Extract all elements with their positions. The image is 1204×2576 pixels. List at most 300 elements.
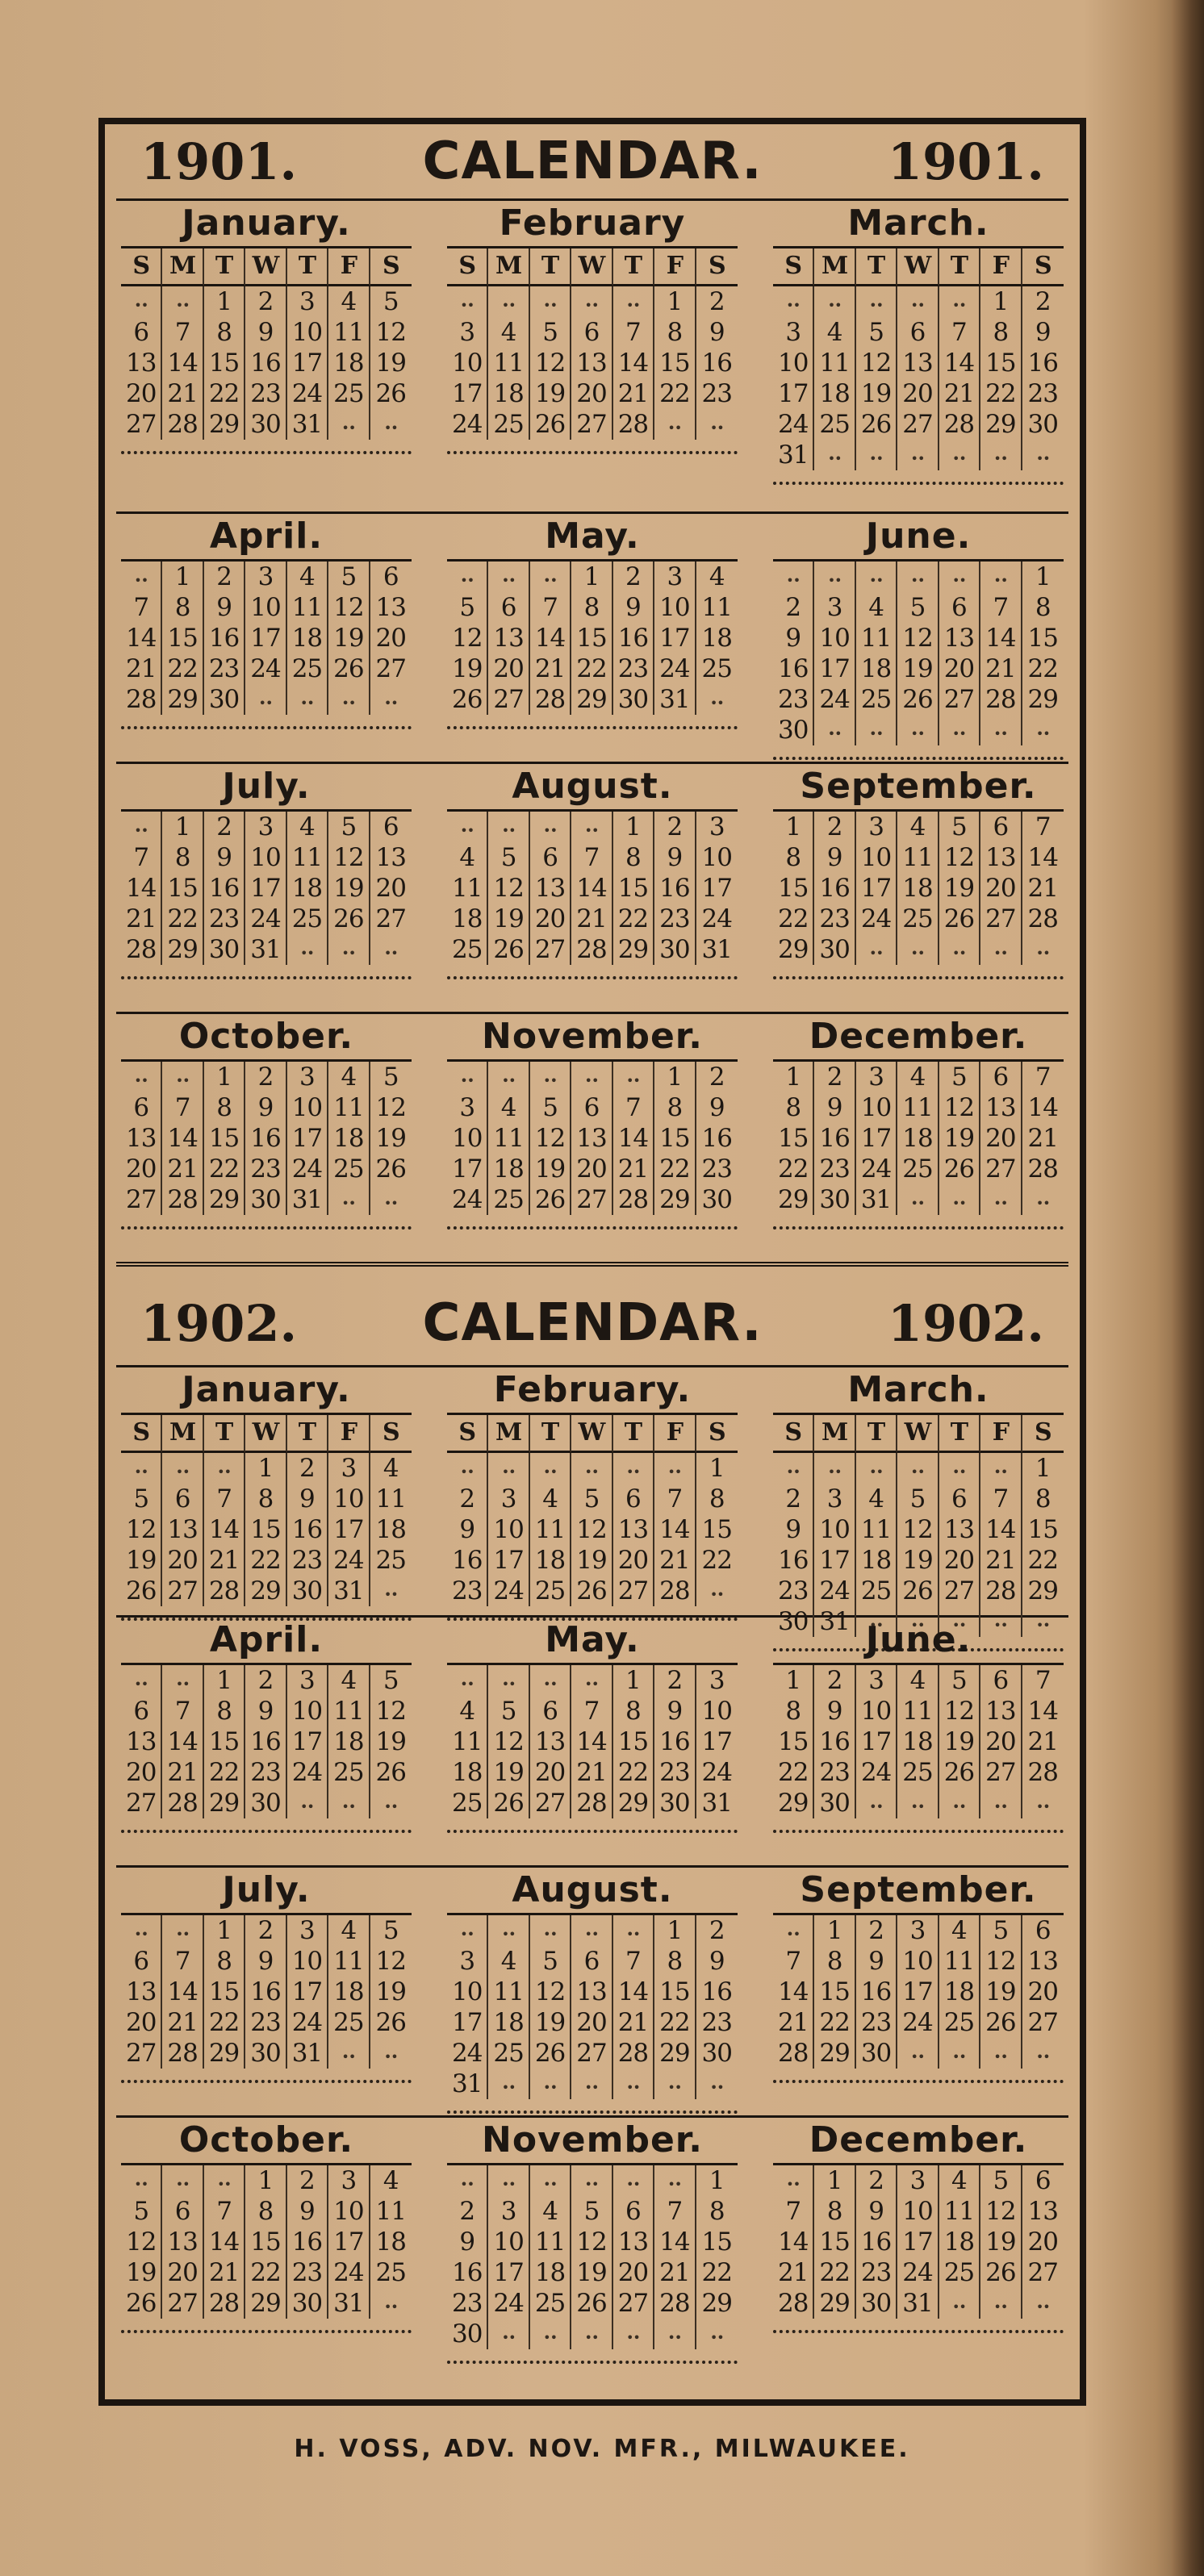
day-number: 30	[1027, 410, 1058, 439]
day-number: 27	[530, 1788, 571, 1818]
day-number: 14	[980, 623, 1022, 653]
day-number: 2	[245, 1062, 286, 1092]
day-number: 5	[530, 1946, 571, 1977]
day-number: 24	[447, 409, 488, 440]
weekday-header: S	[121, 248, 162, 286]
day-number: 12	[897, 623, 939, 653]
empty-day	[613, 2165, 654, 2196]
weekday-header: F	[328, 1415, 370, 1453]
weekday-header: F	[654, 248, 696, 286]
day-number: 21	[654, 1545, 696, 1576]
weekday-header: S	[773, 1415, 814, 1453]
day-number: 25	[530, 1576, 571, 1606]
day-number: 3	[814, 1484, 855, 1514]
empty-day	[773, 1453, 814, 1484]
day-number: 15	[814, 1977, 855, 2007]
dotted-rule	[121, 1215, 412, 1230]
day-number: 6	[571, 317, 612, 348]
empty-day	[696, 409, 738, 440]
day-grid	[773, 1413, 1064, 1637]
day-number: 17	[897, 2227, 939, 2257]
day-grid	[447, 2163, 738, 2349]
empty-day	[121, 1665, 162, 1696]
empty-day	[204, 1453, 245, 1484]
day-number: 12	[375, 1697, 406, 1726]
empty-day	[121, 812, 162, 842]
day-number: 27	[530, 934, 571, 965]
day-number: 28	[613, 1184, 654, 1215]
day-number: 18	[375, 2227, 406, 2257]
empty-day	[488, 1062, 529, 1092]
day-number: 10	[814, 1514, 855, 1545]
month-name: February	[499, 202, 686, 244]
day-number: 29	[162, 684, 203, 715]
empty-day	[571, 2069, 612, 2099]
day-number: 19	[530, 1154, 571, 1184]
day-number: 27	[613, 1576, 654, 1606]
day-number: 23	[204, 653, 245, 684]
day-number: 13	[162, 1514, 203, 1545]
day-number: 5	[897, 1484, 939, 1514]
day-number: 14	[1027, 1093, 1058, 1122]
day-number: 12	[939, 1696, 980, 1726]
day-number: 28	[773, 2288, 814, 2319]
day-number: 8	[204, 1696, 245, 1726]
day-number: 19	[375, 1977, 406, 2006]
day-number: 18	[939, 2227, 980, 2257]
empty-day	[370, 409, 412, 440]
day-number: 10	[488, 1514, 529, 1545]
day-number: 26	[488, 1788, 529, 1818]
day-number: 21	[571, 1757, 612, 1788]
day-number: 26	[980, 2257, 1022, 2288]
day-number: 13	[162, 2227, 203, 2257]
empty-day	[370, 2038, 412, 2069]
day-number: 11	[375, 1484, 406, 1513]
day-number: 6	[530, 842, 571, 873]
day-number: 6	[488, 592, 529, 623]
day-number: 29	[162, 934, 203, 965]
day-number: 16	[245, 1977, 286, 2007]
day-number: 23	[856, 2007, 897, 2038]
day-number: 11	[328, 317, 370, 348]
month-name: December.	[809, 1016, 1028, 1057]
day-number: 31	[245, 934, 286, 965]
day-number: 15	[814, 2227, 855, 2257]
day-number: 27	[980, 904, 1022, 934]
day-number: 7	[571, 1696, 612, 1726]
month-name: July.	[222, 1869, 311, 1910]
quarter-row	[116, 762, 1068, 1012]
day-number: 30	[856, 2038, 897, 2069]
month-block	[447, 2118, 738, 2365]
day-number: 4	[328, 1665, 370, 1696]
day-number: 10	[773, 348, 814, 378]
day-number: 8	[204, 317, 245, 348]
day-number: 14	[204, 2227, 245, 2257]
day-number: 24	[447, 2038, 488, 2069]
day-number: 15	[701, 1515, 732, 1544]
day-number: 25	[328, 1757, 370, 1788]
day-number: 31	[773, 440, 814, 470]
day-number: 8	[162, 592, 203, 623]
day-number: 1	[204, 1062, 245, 1092]
day-number: 6	[939, 1484, 980, 1514]
day-number: 5	[980, 1915, 1022, 1946]
day-grid	[773, 1913, 1064, 2069]
day-number: 28	[654, 2288, 696, 2319]
day-number: 12	[121, 1514, 162, 1545]
day-number: 7	[162, 1946, 203, 1977]
day-number: 12	[530, 1977, 571, 2007]
day-number: 19	[530, 2007, 571, 2038]
day-number: 27	[939, 1576, 980, 1606]
weekday-header: F	[980, 1415, 1022, 1453]
weekday-header: T	[287, 248, 328, 286]
empty-day	[654, 2069, 696, 2099]
day-number: 4	[856, 592, 897, 623]
day-number: 1	[571, 562, 612, 592]
day-number: 18	[530, 1545, 571, 1576]
day-number: 21	[162, 2007, 203, 2038]
day-number: 2	[287, 1453, 328, 1484]
empty-day	[1022, 1184, 1064, 1215]
empty-day	[447, 1665, 488, 1696]
day-number: 10	[328, 1484, 370, 1514]
weekday-header: S	[370, 1415, 412, 1453]
day-number: 7	[162, 1092, 203, 1123]
day-number: 15	[204, 1726, 245, 1757]
day-number: 19	[488, 1757, 529, 1788]
month-block	[447, 1868, 738, 2115]
day-number: 26	[447, 684, 488, 715]
day-number: 2	[814, 1665, 855, 1696]
day-number: 14	[654, 2227, 696, 2257]
day-number: 24	[287, 378, 328, 409]
day-number: 14	[613, 1123, 654, 1154]
day-number: 17	[814, 653, 855, 684]
day-number: 26	[571, 1576, 612, 1606]
day-number: 16	[701, 1124, 732, 1153]
day-number: 31	[328, 1576, 370, 1606]
day-number: 17	[897, 1977, 939, 2007]
day-number: 19	[856, 378, 897, 409]
day-number: 13	[571, 348, 612, 378]
day-number: 5	[939, 812, 980, 842]
empty-day	[571, 2319, 612, 2349]
day-number: 4	[897, 1665, 939, 1696]
day-number: 15	[162, 623, 203, 653]
month-name: July.	[222, 766, 311, 807]
day-number: 4	[287, 562, 328, 592]
day-number: 21	[162, 1757, 203, 1788]
day-number: 31	[701, 1789, 732, 1818]
day-number: 14	[162, 1123, 203, 1154]
day-number: 2	[654, 812, 696, 842]
day-number: 15	[701, 2227, 732, 2257]
day-number: 28	[121, 684, 162, 715]
day-number: 2	[709, 1063, 725, 1092]
empty-day	[530, 1915, 571, 1946]
empty-day	[571, 2165, 612, 2196]
weekday-header: T	[939, 1415, 980, 1453]
day-number: 8	[1035, 593, 1051, 622]
day-number: 15	[773, 873, 814, 904]
day-number: 3	[488, 2196, 529, 2227]
day-number: 9	[447, 2227, 488, 2257]
day-number: 15	[654, 1977, 696, 2007]
empty-day	[773, 1915, 814, 1946]
day-number: 26	[121, 1576, 162, 1606]
day-number: 8	[709, 2197, 725, 2226]
day-number: 29	[814, 2038, 855, 2069]
day-number: 2	[245, 1665, 286, 1696]
empty-day	[897, 562, 939, 592]
empty-day	[773, 2165, 814, 2196]
day-number: 13	[121, 1123, 162, 1154]
day-number: 22	[773, 1757, 814, 1788]
day-number: 9	[773, 1514, 814, 1545]
empty-day	[1022, 440, 1064, 470]
empty-day	[980, 1453, 1022, 1484]
day-number: 9	[814, 1092, 855, 1123]
day-number: 22	[204, 1154, 245, 1184]
day-number: 20	[121, 1154, 162, 1184]
day-number: 8	[773, 1696, 814, 1726]
day-number: 14	[613, 1977, 654, 2007]
day-grid	[447, 1663, 738, 1818]
day-number: 9	[814, 1696, 855, 1726]
day-number: 1	[654, 1062, 696, 1092]
day-number: 18	[488, 378, 529, 409]
weekday-header: S	[696, 1415, 738, 1453]
day-number: 24	[287, 2007, 328, 2038]
day-number: 25	[375, 1546, 406, 1575]
month-block	[121, 1367, 412, 1651]
day-number: 11	[328, 1092, 370, 1123]
day-number: 6	[571, 1946, 612, 1977]
day-number: 3	[897, 2165, 939, 2196]
day-number: 2	[204, 812, 245, 842]
day-number: 9	[245, 317, 286, 348]
day-number: 7	[162, 1696, 203, 1726]
day-number: 7	[162, 317, 203, 348]
empty-day	[814, 1453, 855, 1484]
day-number: 10	[328, 2196, 370, 2227]
day-number: 16	[856, 2227, 897, 2257]
day-number: 31	[328, 2288, 370, 2319]
day-number: 5	[328, 562, 370, 592]
day-number: 1	[204, 1915, 245, 1946]
day-number: 27	[375, 654, 406, 683]
day-number: 3	[709, 812, 725, 841]
months-1902	[116, 1365, 1068, 2365]
day-number: 6	[383, 812, 399, 841]
day-number: 7	[204, 2196, 245, 2227]
day-grid	[121, 1913, 412, 2069]
month-name: August.	[512, 766, 673, 807]
day-number: 9	[287, 2196, 328, 2227]
day-number: 29	[571, 684, 612, 715]
day-number: 4	[447, 1696, 488, 1726]
empty-day	[287, 1788, 328, 1818]
weekday-header: T	[856, 1415, 897, 1453]
day-number: 8	[571, 592, 612, 623]
day-number: 6	[613, 1484, 654, 1514]
empty-day	[773, 562, 814, 592]
day-number: 6	[897, 317, 939, 348]
day-number: 2	[447, 1484, 488, 1514]
year-label-left: 1902.	[140, 1293, 298, 1353]
day-number: 23	[814, 1757, 855, 1788]
day-number: 21	[773, 2257, 814, 2288]
day-number: 1	[613, 812, 654, 842]
empty-day	[571, 812, 612, 842]
dotted-rule	[773, 2319, 1064, 2333]
day-number: 11	[530, 2227, 571, 2257]
day-number: 25	[939, 2257, 980, 2288]
day-number: 13	[530, 1726, 571, 1757]
empty-day	[328, 1184, 370, 1215]
day-number: 16	[204, 873, 245, 904]
day-number: 7	[121, 592, 162, 623]
weekday-header: T	[530, 1415, 571, 1453]
day-number: 6	[530, 1696, 571, 1726]
empty-day	[447, 562, 488, 592]
day-number: 27	[121, 1788, 162, 1818]
day-number: 25	[897, 1757, 939, 1788]
day-number: 25	[939, 2007, 980, 2038]
day-number: 13	[121, 1977, 162, 2007]
day-number: 29	[773, 934, 814, 965]
empty-day	[162, 1453, 203, 1484]
day-number: 20	[121, 1757, 162, 1788]
weekday-header: M	[814, 1415, 855, 1453]
day-number: 8	[613, 1696, 654, 1726]
day-number: 31	[287, 409, 328, 440]
empty-day	[121, 1062, 162, 1092]
day-number: 22	[701, 2258, 732, 2287]
day-number: 14	[773, 1977, 814, 2007]
day-number: 13	[488, 623, 529, 653]
month-block	[773, 764, 1064, 1012]
day-number: 10	[897, 1946, 939, 1977]
day-number: 5	[571, 2196, 612, 2227]
empty-day	[447, 1062, 488, 1092]
day-number: 11	[447, 1726, 488, 1757]
day-number: 14	[654, 1514, 696, 1545]
day-number: 7	[654, 2196, 696, 2227]
day-number: 25	[287, 653, 328, 684]
empty-day	[530, 812, 571, 842]
empty-day	[980, 2288, 1022, 2319]
day-number: 14	[162, 1977, 203, 2007]
day-number: 17	[447, 1154, 488, 1184]
day-number: 4	[709, 562, 725, 591]
day-number: 9	[1035, 318, 1051, 347]
day-number: 29	[654, 2038, 696, 2069]
day-number: 24	[856, 904, 897, 934]
day-number: 8	[245, 2196, 286, 2227]
day-number: 16	[701, 1977, 732, 2006]
day-number: 15	[245, 1514, 286, 1545]
month-block	[773, 2118, 1064, 2365]
empty-day	[1022, 934, 1064, 965]
day-number: 29	[204, 1184, 245, 1215]
day-number: 1	[709, 1454, 725, 1483]
day-number: 16	[1027, 349, 1058, 378]
day-number: 25	[897, 1154, 939, 1184]
day-number: 13	[571, 1123, 612, 1154]
empty-day	[488, 1453, 529, 1484]
day-number: 19	[375, 1727, 406, 1756]
day-number: 3	[447, 1946, 488, 1977]
day-number: 5	[530, 317, 571, 348]
day-number: 3	[328, 2165, 370, 2196]
day-number: 10	[287, 1696, 328, 1726]
day-number: 1	[773, 812, 814, 842]
day-number: 7	[773, 1946, 814, 1977]
day-number: 7	[939, 317, 980, 348]
day-number: 7	[121, 842, 162, 873]
month-block	[121, 201, 412, 511]
day-number: 12	[530, 348, 571, 378]
day-number: 2	[709, 287, 725, 316]
empty-day	[530, 286, 571, 317]
day-number: 22	[571, 653, 612, 684]
day-number: 13	[897, 348, 939, 378]
day-number: 22	[773, 1154, 814, 1184]
year-label-left: 1901.	[140, 132, 298, 191]
empty-day	[245, 684, 286, 715]
month-block	[447, 201, 738, 511]
day-number: 28	[162, 409, 203, 440]
weekday-header: W	[897, 248, 939, 286]
day-number: 9	[856, 2196, 897, 2227]
day-number: 28	[1027, 1154, 1058, 1184]
day-number: 20	[162, 2257, 203, 2288]
day-number: 21	[204, 2257, 245, 2288]
day-number: 29	[613, 934, 654, 965]
day-number: 25	[897, 904, 939, 934]
day-number: 30	[245, 409, 286, 440]
day-number: 2	[814, 812, 855, 842]
day-number: 15	[654, 1123, 696, 1154]
day-number: 26	[121, 2288, 162, 2319]
day-number: 7	[980, 1484, 1022, 1514]
day-number: 24	[245, 904, 286, 934]
weekday-header: M	[814, 248, 855, 286]
empty-day	[204, 2165, 245, 2196]
day-number: 28	[571, 934, 612, 965]
day-number: 10	[654, 592, 696, 623]
day-number: 7	[530, 592, 571, 623]
day-number: 17	[328, 2227, 370, 2257]
empty-day	[488, 1915, 529, 1946]
day-number: 17	[701, 1727, 732, 1756]
day-number: 23	[654, 1757, 696, 1788]
day-number: 11	[939, 2196, 980, 2227]
day-number: 12	[856, 348, 897, 378]
day-number: 8	[1035, 1484, 1051, 1513]
empty-day	[939, 2288, 980, 2319]
day-grid	[121, 1663, 412, 1818]
weekday-header: S	[1022, 1415, 1064, 1453]
day-grid	[121, 809, 412, 965]
day-number: 1	[162, 562, 203, 592]
day-number: 15	[613, 1726, 654, 1757]
day-number: 5	[383, 1666, 399, 1695]
